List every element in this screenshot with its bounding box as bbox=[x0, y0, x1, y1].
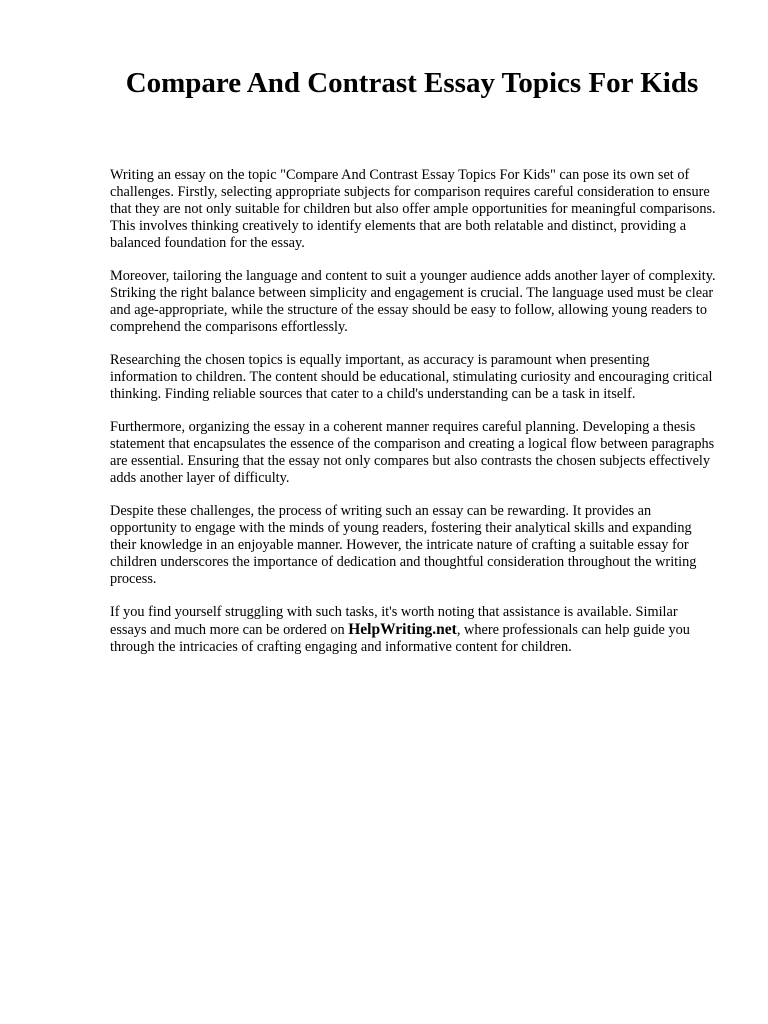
closing-text-after-link: , where professionals can help guide you through the intricacies of crafting engaging and informative content for children. bbox=[110, 622, 690, 655]
document-body bbox=[110, 167, 716, 672]
helpwriting-link[interactable]: HelpWriting.net bbox=[348, 621, 457, 638]
paragraph-3: Researching the chosen topics is equally important, as accuracy is paramount when presenting information to children. The content should be educational, stimulating curiosity and encouraging critical thinking. Finding reliable sources that cater to a child's understanding can be a task in itself. bbox=[110, 352, 713, 402]
closing-paragraph bbox=[110, 604, 716, 656]
paragraph-4: Furthermore, organizing the essay in a coherent manner requires careful planning. Developing a thesis statement that encapsulates the essence of the comparison and creating a logical flow between paragraphs are essential. Ensuring that the essay not only compares but also contrasts the chosen subjects effectively adds another layer of difficulty. bbox=[110, 419, 715, 486]
paragraph-2: Moreover, tailoring the language and content to suit a younger audience adds another layer of complexity. Striking the right balance between simplicity and engagement is crucial. The language used must be clear and age-appropriate, while the structure of the essay should be easy to follow, allowing young readers to comprehend the comparisons effortlessly. bbox=[110, 268, 716, 335]
document-title: Compare And Contrast Essay Topics For Kids bbox=[125, 67, 699, 99]
paragraph-5: Despite these challenges, the process of writing such an essay can be rewarding. It provides an opportunity to engage with the minds of young readers, fostering their analytical skills and expanding their knowledge in an enjoyable manner. However, the intricate nature of crafting a suitable essay for children underscores the importance of dedication and thoughtful consideration throughout the writing process. bbox=[110, 503, 697, 587]
paragraph-1: Writing an essay on the topic "Compare And Contrast Essay Topics For Kids" can pose its own set of challenges. Firstly, selecting appropriate subjects for comparison requires careful consideration to ensure that they are not only suitable for children but also offer ample opportunities for meaningful comparisons. This involves thinking creatively to identify elements that are both relatable and distinct, providing a balanced foundation for the essay. bbox=[110, 167, 716, 251]
closing-text-before-link: If you find yourself struggling with such tasks, it's worth noting that assistance is available. Similar essays and much more can be ordered on bbox=[110, 604, 678, 638]
